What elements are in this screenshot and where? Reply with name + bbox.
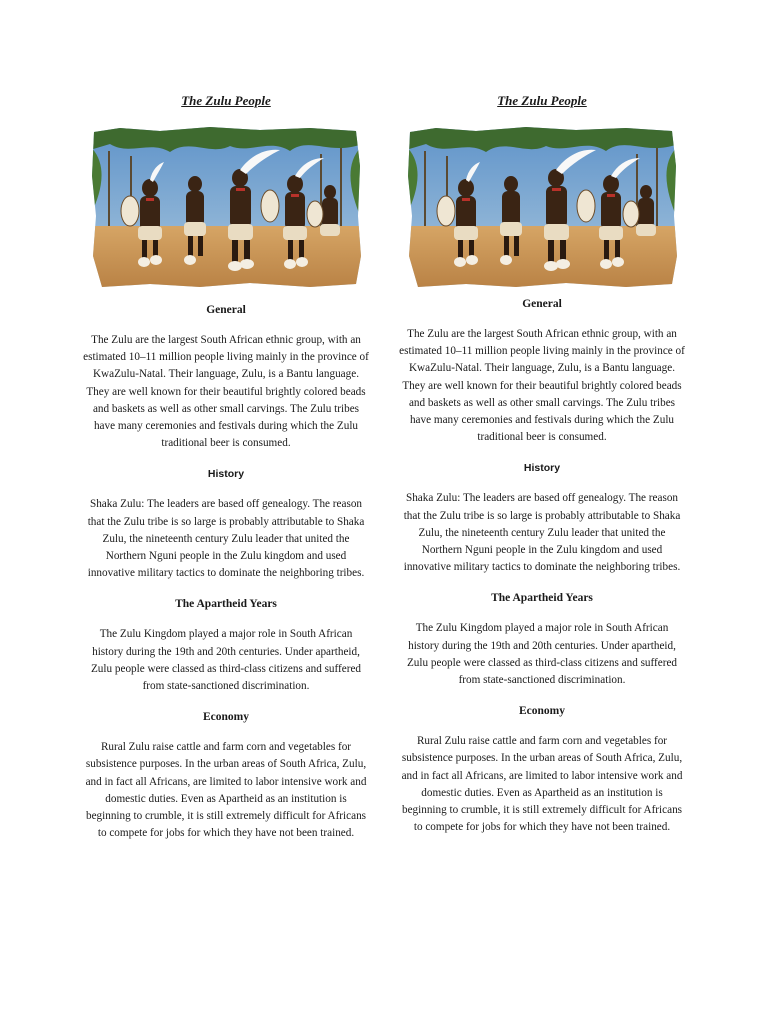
section-history (81, 466, 371, 582)
zulu-dancers-photo (90, 126, 362, 288)
section-heading-economy: Economy (203, 711, 249, 724)
document-title: The Zulu People (497, 93, 587, 108)
section-heading-apartheid: The Apartheid Years (175, 598, 277, 611)
zulu-dancers-photo (406, 126, 678, 288)
section-body-general: The Zulu are the largest South African ethnic group, with an estimated 10–11 million people living mainly in the province of KwaZulu-Natal. Their language, Zulu, is a Bantu language. They are well known for their beautiful brightly colored beads and baskets as well as other small carvings. The Zulu tribes have many ceremonies and festivals during which the Zulu traditional beer is consumed. (83, 334, 369, 450)
section-general (81, 302, 371, 452)
section-body-history: Shaka Zulu: The leaders are based off genealogy. The reason that the Zulu tribe is so large is probably attributable to Shaka Zulu, the nineteenth century Zulu leader that united the Northern Nguni people in the Zulu kingdom and used innovative military tactics to dominate the neighboring tribes. (403, 492, 681, 574)
section-apartheid (397, 590, 687, 689)
section-body-economy: Rural Zulu raise cattle and farm corn and vegetables for subsistence purposes. In the urban areas of South Africa, Zulu, and in fact all Africans, are limited to labor intensive work and domestic duties. Even as Apartheid as an institution is beginning to crumble, it is still extremely difficult for Africans to compete for jobs for which they have not been trained. (401, 735, 683, 834)
section-body-general: The Zulu are the largest South African ethnic group, with an estimated 10–11 million people living mainly in the province of KwaZulu-Natal. Their language, Zulu, is a Bantu language. They are well known for their beautiful brightly colored beads and baskets as well as other small carvings. The Zulu tribes have many ceremonies and festivals during which the Zulu traditional beer is consumed. (399, 328, 685, 444)
section-apartheid (81, 596, 371, 695)
section-heading-general: General (522, 298, 562, 310)
section-history (397, 460, 687, 576)
section-economy (397, 703, 687, 836)
section-body-apartheid: The Zulu Kingdom played a major role in South African history during the 19th and 20th centuries. Under apartheid, Zulu people were classed as third-class citizens and suffered from state-sanctioned discrimination. (406, 622, 678, 687)
section-body-apartheid: The Zulu Kingdom played a major role in South African history during the 19th and 20th centuries. Under apartheid, Zulu people were classed as third-class citizens and suffered from state-sanctioned discrimination. (90, 628, 362, 693)
section-heading-history: History (207, 468, 245, 481)
section-economy (81, 709, 371, 842)
section-body-history: Shaka Zulu: The leaders are based off genealogy. The reason that the Zulu tribe is so large is probably attributable to Shaka Zulu, the nineteenth century Zulu leader that united the Northern Nguni people in the Zulu kingdom and used innovative military tactics to dominate the neighboring tribes. (87, 498, 365, 580)
section-heading-general: General (206, 304, 246, 316)
section-heading-history: History (523, 462, 561, 475)
section-heading-apartheid: The Apartheid Years (491, 592, 593, 605)
left-column (81, 92, 371, 842)
section-body-economy: Rural Zulu raise cattle and farm corn and vegetables for subsistence purposes. In the urban areas of South Africa, Zulu, and in fact all Africans, are limited to labor intensive work and domestic duties. Even as Apartheid as an institution is beginning to crumble, it is still extremely difficult for Africans to compete for jobs for which they have not been trained. (85, 741, 367, 840)
right-column (397, 92, 687, 836)
section-general (397, 296, 687, 446)
section-heading-economy: Economy (519, 705, 565, 718)
document-title: The Zulu People (181, 93, 271, 108)
